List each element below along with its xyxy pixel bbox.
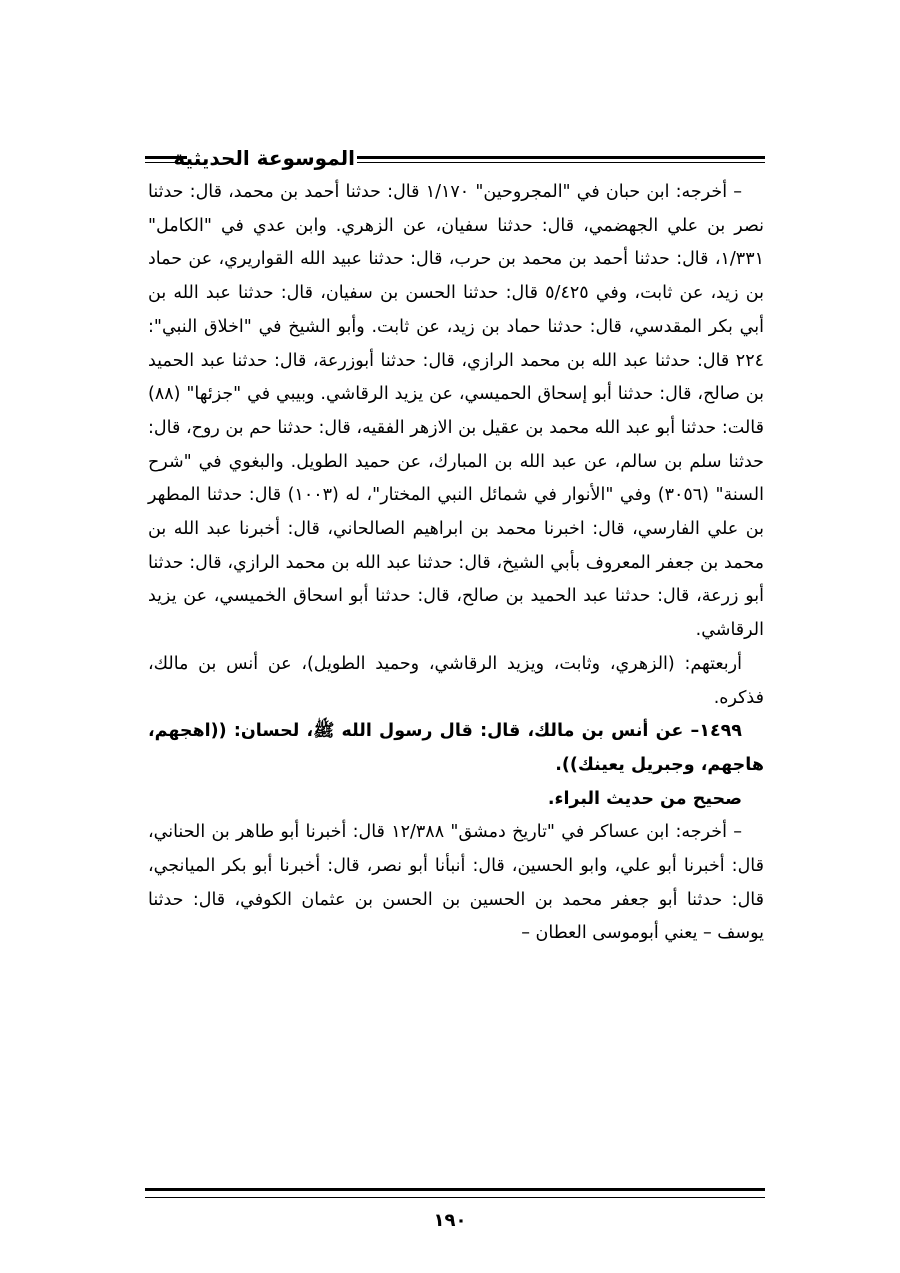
hadith-text: ١٤٩٩– عن أنس بن مالك، قال: قال رسول الله ﷺ، لحسان: ((اهجهم، هاجهم، وجبريل يعينك)). — [148, 721, 764, 775]
header-rule-right — [357, 156, 765, 163]
paragraph-takhrij-2: – أخرجه: ابن عساكر في "تاريخ دمشق" ١٢/٣٨٨ قال: أخبرنا أبو طاهر بن الحناني، قال: أخبرنا أبو علي، وابو الحسين، قال: أنبأنا أبو نصر، قال: أخبرنا أبو بكر الميانجي، قال: حدثنا أبو جعفر محمد بن الحسين بن الحسن بن عثمان الكوفي، قال: حدثنا يوسف – يعني أبوموسى العطان – — [148, 822, 764, 944]
hadith-grading: صحيح من حديث البراء. — [547, 788, 742, 809]
paragraph-summary: أربعتهم: (الزهري، وثابت، ويزيد الرقاشي، وحميد الطويل)، عن أنس بن مالك، فذكره. — [148, 653, 764, 708]
page-number: ١٩٠ — [433, 1210, 467, 1231]
body-text — [148, 176, 764, 951]
footer-rule — [145, 1188, 765, 1198]
running-header — [145, 146, 765, 176]
paragraph-takhrij-1: – أخرجه: ابن حبان في "المجروحين" ١/١٧٠ قال: حدثنا أحمد بن محمد، قال: حدثنا نصر بن علي الجهضمي، قال: حدثنا سفيان، عن الزهري. وابن عدي في "الكامل" ١/٣٣١، قال: حدثنا أحمد بن محمد بن حرب، قال: حدثنا عبيد الله القواريري، عن حماد بن زيد، عن ثابت، وفي ٥/٤٢٥ قال: حدثنا الحسن بن سفيان، قال: حدثنا عبد الله بن أبي بكر المقدسي، قال: حدثنا حماد بن زيد، عن ثابت. وأبو الشيخ في "اخلاق النبي": ٢٢٤ قال: حدثنا عبد الله بن محمد الرازي، قال: حدثنا أبوزرعة، قال: حدثنا عبد الحميد بن صالح، قال: حدثنا أبو إسحاق الحميسي، عن يزيد الرقاشي. وبيبي في "جزئها" (٨٨) قالت: حدثنا أبو عبد الله محمد بن عقيل بن الازهر الفقيه، قال: حدثنا حم بن روح، قال: حدثنا سلم بن سالم، عن عبد الله بن المبارك، عن حميد الطويل. والبغوي في "شرح السنة" (٣٠٥٦) وفي "الأنوار في شمائل النبي المختار"، له (١٠٠٣) قال: حدثنا المطهر بن علي الفارسي، قال: اخبرنا محمد بن ابراهيم الصالحاني، قال: أخبرنا عبد الله بن محمد بن جعفر المعروف بأبي الشيخ، قال: حدثنا عبد الله بن محمد الرازي، قال: حدثنا أبو زرعة، قال: حدثنا عبد الحميد بن صالح، قال: حدثنا أبو اسحاق الخميسي، عن يزيد الرقاشي. — [148, 182, 764, 641]
header-title: الموسوعة الحديثية — [173, 146, 355, 170]
